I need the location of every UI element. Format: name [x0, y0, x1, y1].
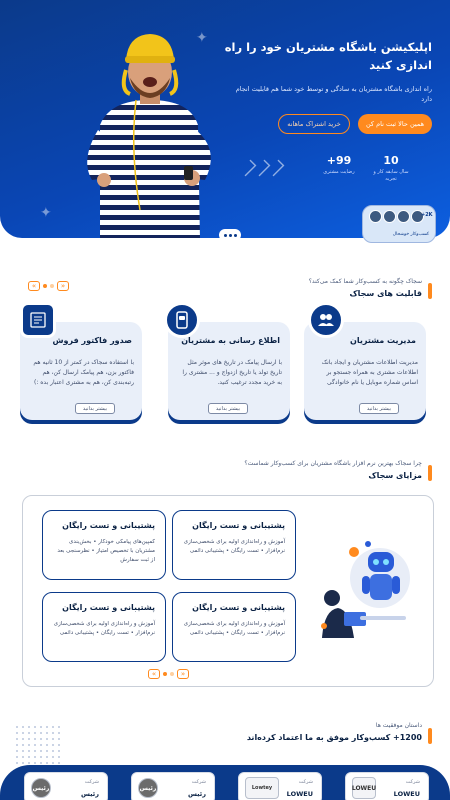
feature-card-invoice[interactable] — [20, 322, 142, 420]
customers-caption: کسب‌وکار خوشحال — [392, 232, 429, 237]
benefits-pretitle: چرا سجاک بهترین نرم افزار باشگاه مشتریان برای کسب‌وکار شماست؟ — [244, 460, 422, 467]
hero-slider-pager[interactable] — [219, 229, 241, 241]
company-logo: LOWEU — [352, 777, 376, 799]
buy-subscription-button[interactable]: خرید اشتراک ماهانه — [278, 114, 350, 134]
features-pager — [28, 281, 69, 291]
hero-title: اپلیکیشن باشگاه مشتریان خود را راه اندازی کنید — [224, 40, 432, 72]
benefit-title: پشتیبانی و تست رایگان — [62, 603, 155, 612]
features-pretitle: سجاک چگونه به کسب‌وکار شما کمک می‌کند؟ — [308, 278, 422, 285]
chevron-right-icon — [268, 160, 285, 177]
benefit-desc: آموزش و راه‌اندازی اولیه برای شخصی‌سازی نرم‌افزار • تست رایگان • پشتیبانی دائمی — [53, 621, 155, 636]
next-arrow-icon[interactable]: » — [177, 669, 189, 679]
pager-dot[interactable] — [163, 672, 167, 676]
pager-dot[interactable] — [43, 284, 47, 288]
pager-dot[interactable] — [224, 234, 227, 237]
avatar — [383, 210, 396, 223]
company-logo: Lowtey — [245, 777, 279, 799]
features-title: قابلیت های سجاک — [349, 289, 422, 298]
feature-desc: مدیریت اطلاعات مشتریان و ایجاد بانک اطلاعات مشتری به همراه جستجو بر اساس شماره موبایل یا نام خانوادگی — [321, 359, 418, 386]
pager-dot[interactable] — [229, 234, 232, 237]
signup-button[interactable]: همین حالا ثبت نام کن — [358, 114, 432, 134]
mobile-message-icon — [164, 302, 200, 338]
benefit-card[interactable] — [172, 592, 296, 662]
company-logo: رئیس — [31, 778, 51, 798]
features-heading — [309, 278, 422, 298]
next-arrow-icon[interactable]: » — [57, 281, 69, 291]
success-card[interactable] — [345, 772, 429, 800]
company-label: شرکت — [191, 779, 206, 785]
hero-section — [0, 0, 450, 238]
pager-dot[interactable] — [170, 672, 174, 676]
feature-desc: با استفاده سجاک در کمتر از 10 ثانیه هم فاکتور بزن، هم پیامک ارسال کن، هم رتبه‌بندی کن، هم به مشتری اعتبار بده :) — [33, 359, 134, 386]
company-logo: رئیس — [138, 778, 158, 798]
benefits-title: مزایای سجاک — [368, 471, 422, 480]
prev-arrow-icon[interactable]: « — [28, 281, 40, 291]
chevron-right-icon — [254, 160, 271, 177]
success-title: 1200+ کسب‌وکار موفق به ما اعتماد کرده‌اند — [246, 733, 422, 742]
sparkle-icon: ✦ — [40, 205, 52, 221]
success-card[interactable] — [131, 772, 215, 800]
success-card[interactable] — [24, 772, 108, 800]
feature-title: مدیریت مشتریان — [350, 336, 416, 345]
benefit-title: پشتیبانی و تست رایگان — [62, 521, 155, 530]
success-heading — [247, 722, 422, 742]
benefit-title: پشتیبانی و تست رایگان — [192, 603, 285, 612]
robot-illustration — [310, 530, 420, 640]
customers-count: +2K — [421, 212, 433, 218]
company-label: شرکت — [84, 779, 99, 785]
section-accent-bar — [428, 728, 432, 744]
section-accent-bar — [428, 465, 432, 481]
learn-more-button[interactable]: بیشتر بدانید — [75, 403, 115, 414]
benefit-desc: آموزش و راه‌اندازی اولیه برای شخصی‌سازی نرم‌افزار • تست رایگان • پشتیبانی دائمی — [183, 539, 285, 554]
sparkle-icon: ✦ — [196, 30, 208, 46]
feature-card-customers[interactable] — [304, 322, 426, 420]
feature-desc: با ارسال پیامک در تاریخ های موثر مثل تاریخ تولد یا تاریخ ازدواج و ... مشتری را به خرید مجدد ترغیب کنید. — [182, 359, 282, 386]
feature-title: صدور فاکتور فروش — [52, 336, 132, 345]
company-label: شرکت — [405, 779, 420, 785]
stat-satisfaction: +99 رضایت مشتری — [323, 154, 355, 175]
benefits-pager — [148, 669, 189, 679]
benefit-desc: کمپین‌های پیامکی خودکار • بخش‌بندی مشتریان با تخصیص امتیاز • نظرسنجی بعد از ثبت سفارش — [57, 539, 155, 563]
chevrons-decoration — [242, 157, 282, 179]
hero-person-image — [70, 30, 230, 238]
avatar — [369, 210, 382, 223]
benefit-card[interactable] — [42, 592, 166, 662]
section-accent-bar — [428, 283, 432, 299]
benefit-desc: آموزش و راه‌اندازی اولیه برای شخصی‌سازی نرم‌افزار • تست رایگان • پشتیبانی دائمی — [183, 621, 285, 636]
learn-more-button[interactable]: بیشتر بدانید — [208, 403, 248, 414]
feature-title: اطلاع رسانی به مشتریان — [181, 336, 280, 345]
avatar — [397, 210, 410, 223]
prev-arrow-icon[interactable]: « — [148, 669, 160, 679]
company-name: رئیس — [187, 790, 206, 798]
company-label: شرکت — [298, 779, 313, 785]
invoice-icon — [20, 302, 56, 338]
success-pretitle: داستان موفقیت ها — [375, 722, 422, 729]
users-gear-icon — [308, 302, 344, 338]
feature-card-notify[interactable] — [168, 322, 290, 420]
dot-grid-decoration — [14, 724, 60, 764]
learn-more-button[interactable]: بیشتر بدانید — [359, 403, 399, 414]
company-name: LOWEU — [393, 790, 420, 798]
pager-dot[interactable] — [50, 284, 54, 288]
happy-customers-badge — [362, 205, 436, 243]
benefit-card[interactable] — [42, 510, 166, 580]
company-name: رئیس — [80, 790, 99, 798]
company-name: LOWEU — [286, 790, 313, 798]
chevron-right-icon — [240, 160, 257, 177]
hero-subtitle: راه اندازی باشگاه مشتریان به سادگی و توسط خود شما هم قابلیت انجام دارد — [235, 85, 432, 103]
pager-dot[interactable] — [234, 234, 237, 237]
benefit-title: پشتیبانی و تست رایگان — [192, 521, 285, 530]
stat-experience: 10 سال سابقه کار و تجربه — [373, 154, 409, 182]
benefits-heading — [244, 460, 422, 480]
benefit-card[interactable] — [172, 510, 296, 580]
success-card[interactable] — [238, 772, 322, 800]
